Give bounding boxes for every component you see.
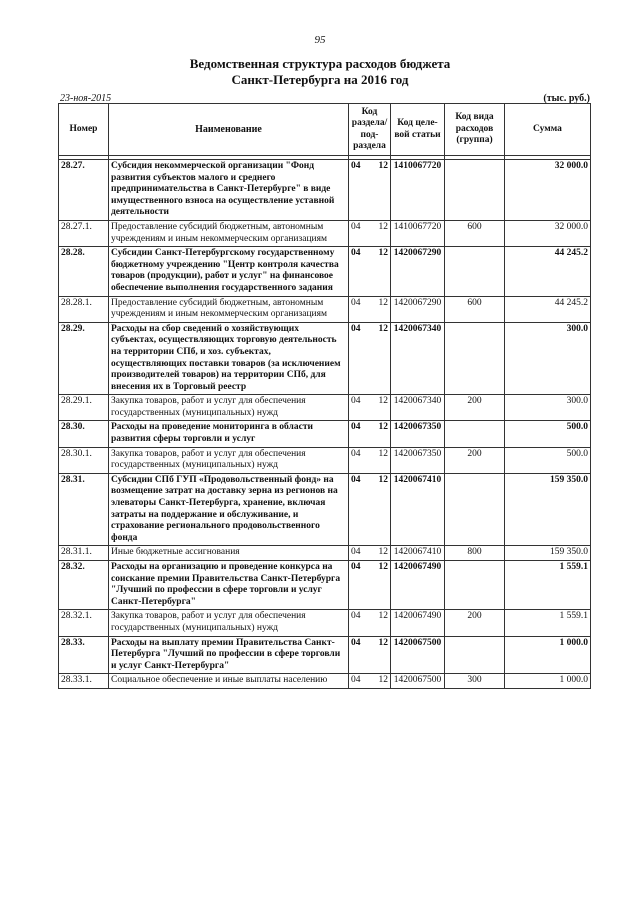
subsection-code: 12: [378, 448, 388, 459]
row-name: Закупка товаров, работ и услуг для обеспечения государственных (муниципальных) нужд: [109, 447, 349, 473]
row-sum: 44 245.2: [505, 247, 591, 296]
row-target-code: 1420067410: [391, 473, 445, 546]
row-section: [349, 674, 391, 689]
table-row: [59, 160, 591, 221]
row-target-code: 1420067490: [391, 561, 445, 610]
row-number: 28.27.: [59, 160, 109, 221]
header-section: Код раздела/ под- раздела: [349, 104, 391, 156]
row-target-code: 1420067290: [391, 247, 445, 296]
row-name: Расходы на выплату премии Правительства Санкт-Петербурга "Лучший по профессии в сфере торговли и услуг Санкт-Петербурга": [109, 636, 349, 674]
row-name: Предоставление субсидий бюджетным, автономным учреждениям и иным некоммерческим организациям: [109, 220, 349, 246]
table-body: [59, 160, 591, 689]
row-number: 28.29.: [59, 322, 109, 395]
row-section: [349, 220, 391, 246]
row-target-code: 1410067720: [391, 160, 445, 221]
row-expense-type: 200: [445, 395, 505, 421]
row-sum: 32 000.0: [505, 160, 591, 221]
subsection-code: 12: [378, 248, 388, 259]
row-sum: 159 350.0: [505, 473, 591, 546]
units-label: (тыс. руб.): [543, 93, 590, 104]
subsection-code: 12: [378, 547, 388, 558]
table-row: [59, 473, 591, 546]
row-number: 28.32.: [59, 561, 109, 610]
row-name: Закупка товаров, работ и услуг для обеспечения государственных (муниципальных) нужд: [109, 610, 349, 636]
section-code: 04: [351, 221, 361, 232]
row-target-code: 1410067720: [391, 220, 445, 246]
section-code: 04: [351, 474, 361, 485]
row-expense-type: 200: [445, 447, 505, 473]
row-number: 28.28.: [59, 247, 109, 296]
table-row: [59, 546, 591, 561]
row-number: 28.31.1.: [59, 546, 109, 561]
row-sum: 500.0: [505, 421, 591, 447]
row-section: [349, 395, 391, 421]
row-section: [349, 247, 391, 296]
row-target-code: 1420067340: [391, 322, 445, 395]
table-row: [59, 395, 591, 421]
header-number: Номер: [59, 104, 109, 156]
row-number: 28.31.: [59, 473, 109, 546]
section-code: 04: [351, 422, 361, 433]
row-target-code: 1420067490: [391, 610, 445, 636]
row-target-code: 1420067340: [391, 395, 445, 421]
row-sum: 500.0: [505, 447, 591, 473]
row-sum: 44 245.2: [505, 296, 591, 322]
row-name: Предоставление субсидий бюджетным, автономным учреждениям и иным некоммерческим организациям: [109, 296, 349, 322]
row-number: 28.33.: [59, 636, 109, 674]
section-code: 04: [351, 448, 361, 459]
table-row: [59, 636, 591, 674]
row-expense-type: [445, 636, 505, 674]
subsection-code: 12: [378, 637, 388, 648]
row-section: [349, 322, 391, 395]
section-code: 04: [351, 161, 361, 171]
row-name: Социальное обеспечение и иные выплаты населению: [109, 674, 349, 689]
row-target-code: 1420067350: [391, 447, 445, 473]
page-number: 95: [314, 34, 326, 46]
subsection-code: 12: [378, 396, 388, 407]
row-expense-type: 600: [445, 296, 505, 322]
table-row: [59, 421, 591, 447]
row-name: Закупка товаров, работ и услуг для обеспечения государственных (муниципальных) нужд: [109, 395, 349, 421]
section-code: 04: [351, 323, 361, 334]
row-section: [349, 636, 391, 674]
row-expense-type: 800: [445, 546, 505, 561]
header-target: Код целе- вой статьи: [391, 104, 445, 156]
table-row: [59, 247, 591, 296]
subsection-code: 12: [378, 161, 388, 171]
row-target-code: 1420067500: [391, 636, 445, 674]
row-name: Иные бюджетные ассигнования: [109, 546, 349, 561]
section-code: 04: [351, 675, 361, 686]
row-number: 28.33.1.: [59, 674, 109, 689]
row-expense-type: [445, 247, 505, 296]
document-date: 23-ноя-2015: [60, 93, 112, 104]
subsection-code: 12: [378, 611, 388, 622]
row-name: Расходы на сбор сведений о хозяйствующих субъектах, осуществляющих торговую деятельность на территории СПб, и хоз. субъектах, осуществляющих поставки товаров (за исключением производителей товаров) на территории СПб, для внесения их в Торговый реестр: [109, 322, 349, 395]
row-name: Расходы на организацию и проведение конкурса на соискание премии Правительства Санкт-Петербурга "Лучший по профессии в сфере торговли и услуг Санкт-Петербурга": [109, 561, 349, 610]
table-row: [59, 322, 591, 395]
row-number: 28.28.1.: [59, 296, 109, 322]
subsection-code: 12: [378, 221, 388, 232]
row-section: [349, 447, 391, 473]
row-number: 28.30.1.: [59, 447, 109, 473]
subsection-code: 12: [378, 323, 388, 334]
row-sum: 300.0: [505, 395, 591, 421]
header-name: Наименование: [109, 104, 349, 156]
subsection-code: 12: [378, 675, 388, 686]
row-sum: 1 559.1: [505, 561, 591, 610]
section-code: 04: [351, 637, 361, 648]
row-expense-type: 300: [445, 674, 505, 689]
subsection-code: 12: [378, 297, 388, 308]
row-expense-type: [445, 421, 505, 447]
row-section: [349, 296, 391, 322]
row-sum: 1 000.0: [505, 636, 591, 674]
table-row: [59, 674, 591, 689]
header-sum: Сумма: [505, 104, 591, 156]
subsection-code: 12: [378, 562, 388, 572]
section-code: 04: [351, 547, 361, 558]
row-target-code: 1420067350: [391, 421, 445, 447]
section-code: 04: [351, 562, 361, 572]
row-name: Субсидия некоммерческой организации "Фонд развития субъектов малого и среднего предпринимательства в Санкт-Петербурге" в виде имущественного взноса на осуществление уставной деятельности: [109, 160, 349, 221]
row-sum: 1 559.1: [505, 610, 591, 636]
table-row: [59, 610, 591, 636]
subsection-code: 12: [378, 474, 388, 485]
title-line-2: Санкт-Петербурга на 2016 год: [231, 72, 409, 87]
row-sum: 1 000.0: [505, 674, 591, 689]
row-section: [349, 473, 391, 546]
section-code: 04: [351, 248, 361, 259]
row-sum: 159 350.0: [505, 546, 591, 561]
row-expense-type: [445, 322, 505, 395]
row-section: [349, 160, 391, 221]
row-target-code: 1420067500: [391, 674, 445, 689]
row-section: [349, 546, 391, 561]
section-code: 04: [351, 611, 361, 622]
row-number: 28.32.1.: [59, 610, 109, 636]
row-expense-type: [445, 160, 505, 221]
row-expense-type: [445, 561, 505, 610]
table-row: [59, 220, 591, 246]
section-code: 04: [351, 396, 361, 407]
table-header-row: [59, 104, 591, 156]
row-target-code: 1420067290: [391, 296, 445, 322]
row-sum: 32 000.0: [505, 220, 591, 246]
budget-table: [58, 103, 591, 689]
row-section: [349, 421, 391, 447]
table-row: [59, 296, 591, 322]
row-number: 28.30.: [59, 421, 109, 447]
row-target-code: 1420067410: [391, 546, 445, 561]
row-sum: 300.0: [505, 322, 591, 395]
row-name: Расходы на проведение мониторинга в области развития сферы торговли и услуг: [109, 421, 349, 447]
row-expense-type: 600: [445, 220, 505, 246]
row-name: Субсидии Санкт-Петербургскому государственному бюджетному учреждению "Центр контроля качества товаров (продукции), работ и услуг" на финансовое обеспечение выполнения государственного задания: [109, 247, 349, 296]
subsection-code: 12: [378, 422, 388, 433]
table-row: [59, 447, 591, 473]
row-name: Субсидии СПб ГУП «Продовольственный фонд» на возмещение затрат на доставку зерна из регионов на элеваторы Санкт-Петербурга, хранение, включая затраты на поддержание и обслуживание, и страхование регионального продовольственного фонда: [109, 473, 349, 546]
row-expense-type: 200: [445, 610, 505, 636]
table-row: [59, 561, 591, 610]
row-number: 28.29.1.: [59, 395, 109, 421]
row-section: [349, 610, 391, 636]
row-section: [349, 561, 391, 610]
row-number: 28.27.1.: [59, 220, 109, 246]
section-code: 04: [351, 297, 361, 308]
title-line-1: Ведомственная структура расходов бюджета: [189, 56, 451, 71]
page-title: [0, 56, 640, 88]
row-expense-type: [445, 473, 505, 546]
header-expense-type: Код вида расходов (группа): [445, 104, 505, 156]
